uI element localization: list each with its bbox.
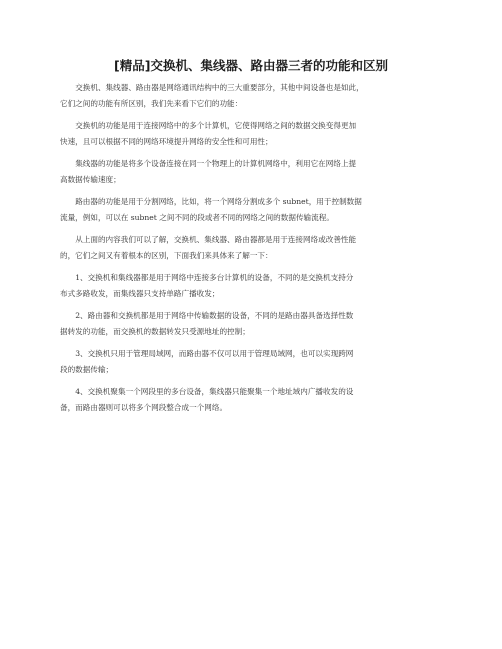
paragraph-line: 高数据传输速度； — [60, 175, 121, 184]
paragraph-router-function — [60, 194, 444, 226]
paragraph-line: 的，它们之间又有着根本的区别，下面我们来具体来了解一下： — [60, 251, 273, 260]
paragraph-line: 流量，例如，可以在 subnet 之间不同的段或者不同的网络之间的数据传输流程。 — [60, 213, 334, 222]
paragraph-intro — [60, 80, 444, 112]
paragraph-line: 备，而路由器则可以将多个网段整合成一个网络。 — [60, 403, 228, 412]
paragraph-difference-2 — [60, 308, 444, 340]
paragraph-line: 2、路由器和交换机都是用于网络中传输数据的设备，不同的是路由器具备选择性数 — [75, 311, 354, 320]
paragraph-line: 交换机的功能是用于连接网络中的多个计算机，它使得网络之间的数据交换变得更加 — [75, 121, 357, 130]
document-title: [精品]交换机、集线器、路由器三者的功能和区别 — [114, 58, 388, 73]
paragraph-line: 布式多路收发，而集线器只支持单路广播收发； — [60, 289, 220, 298]
paragraph-line: 段的数据传输； — [60, 365, 114, 374]
paragraph-difference-3 — [60, 346, 444, 378]
paragraph-line: 从上面的内容我们可以了解，交换机、集线器、路由器都是用于连接网络或改善性能 — [75, 235, 357, 244]
paragraph-transition — [60, 232, 444, 264]
paragraph-line: 快速，且可以根据不同的网络环境提升网络的安全性和可用性； — [60, 137, 273, 146]
paragraph-difference-4 — [60, 384, 444, 416]
paragraph-hub-function — [60, 156, 444, 188]
paragraph-line: 集线器的功能是将多个设备连接在同一个物理上的计算机网络中，利用它在网络上提 — [75, 159, 357, 168]
paragraph-line: 交换机、集线器、路由器是网络通讯结构中的三大重要部分，其他中间设备也是如此， — [75, 83, 364, 92]
paragraph-difference-1 — [60, 270, 444, 302]
paragraph-switch-function — [60, 118, 444, 150]
paragraph-line: 3、交换机只用于管理局域网，而路由器不仅可以用于管理局域网，也可以实现跨网 — [75, 349, 354, 358]
paragraph-line: 4、交换机聚集一个网段里的多台设备，集线器只能聚集一个地址域内广播收发的设 — [75, 387, 354, 396]
paragraph-line: 据转发的功能，而交换机的数据转发只受源地址的控制； — [60, 327, 250, 336]
paragraph-line: 路由器的功能是用于分割网络，比如，将一个网络分割成多个 subnet，用于控制数据 — [75, 197, 362, 206]
paragraph-line: 1、交换机和集线器都是用于网络中连接多台计算机的设备，不同的是交换机支持分 — [75, 273, 354, 282]
document-body — [60, 80, 444, 422]
paragraph-line: 它们之间的功能有所区别，我们先来看下它们的功能： — [60, 99, 243, 108]
